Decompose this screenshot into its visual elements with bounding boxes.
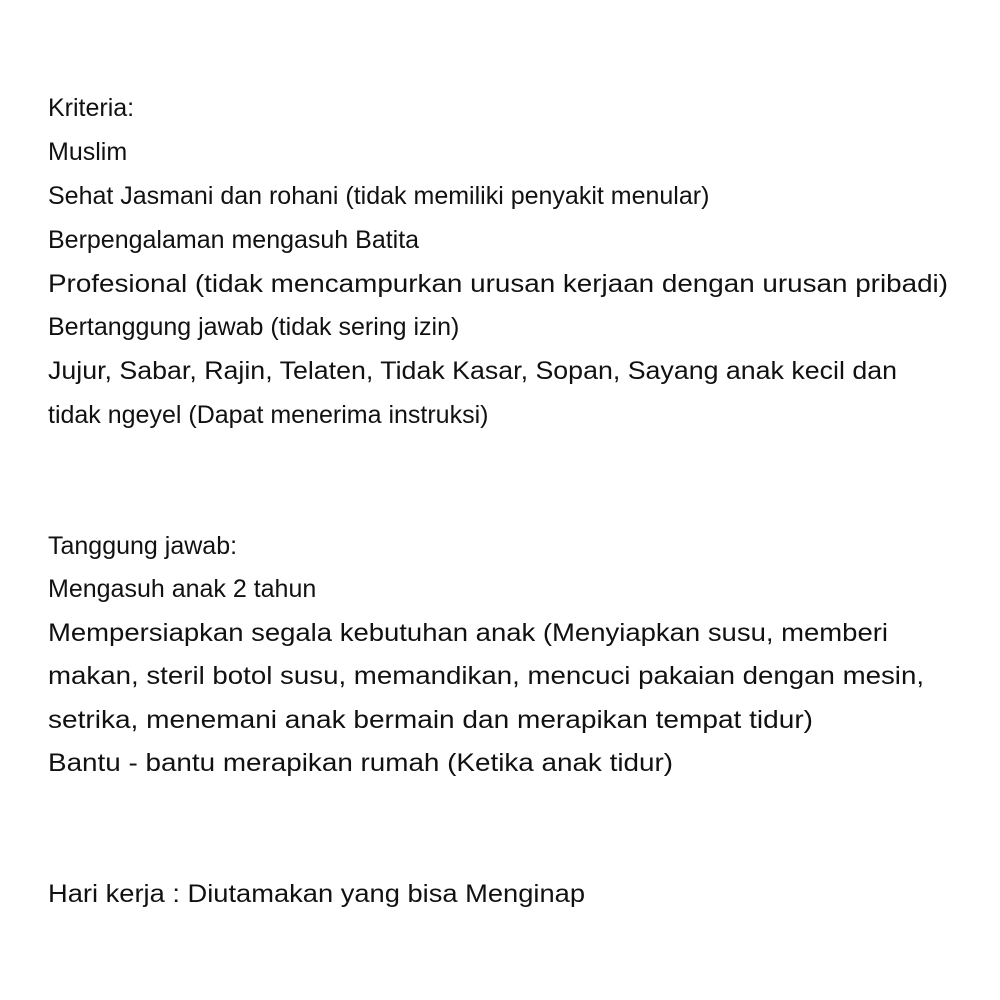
tanggung-jawab-item: Mengasuh anak 2 tahun [48,575,317,603]
tanggung-jawab-item: Mempersiapkan segala kebutuhan anak (Menyiapkan susu, memberi [48,619,888,647]
tanggung-jawab-heading: Tanggung jawab: [48,532,238,560]
hari-kerja: Hari kerja : Diutamakan yang bisa Menginap [48,880,585,908]
tanggung-jawab-item: Bantu - bantu merapikan rumah (Ketika anak tidur) [48,749,673,777]
kriteria-item: Bertanggung jawab (tidak sering izin) [48,313,460,341]
tanggung-jawab-item: makan, steril botol susu, memandikan, mencuci pakaian dengan mesin, [48,662,924,690]
kriteria-item: Jujur, Sabar, Rajin, Telaten, Tidak Kasar, Sopan, Sayang anak kecil dan [48,357,897,385]
kriteria-item: tidak ngeyel (Dapat menerima instruksi) [48,401,489,429]
kriteria-item: Berpengalaman mengasuh Batita [48,226,420,254]
tanggung-jawab-item: setrika, menemani anak bermain dan merapikan tempat tidur) [48,706,813,734]
kriteria-item: Muslim [48,138,128,166]
kriteria-item: Profesional (tidak mencampurkan urusan kerjaan dengan urusan pribadi) [48,270,948,298]
kriteria-item: Sehat Jasmani dan rohani (tidak memiliki penyakit menular) [48,182,710,210]
kriteria-heading: Kriteria: [48,94,135,122]
